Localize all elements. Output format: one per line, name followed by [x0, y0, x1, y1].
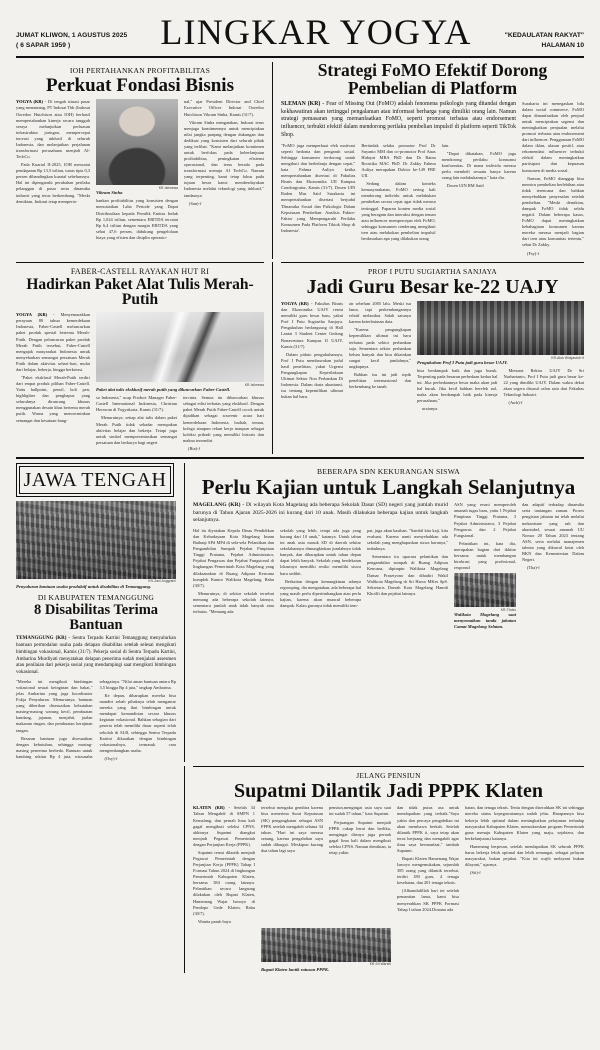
fomo-column-4: Surakarta ini menegaskan bila dalam social commerce, FoMO dapat dimanfaatkan oleh penjual untuk menciptakan urgensi dan meningkatkan penjualan melalui promosi terbatas atau endorsement dari influencer. Penggunaan FoMO dalam iklan, ulasan positif, atau rekomendasi influencer terbukti efektif dalam meningkatkan partisipasi dan kepuasan konsumen di media sosial. Namun, FoMO dianggap bisa memicu pembelian berlebihan atau tidak terencana dan bahkan menyebabkan penyesalan setelah pembelian. "Meski demikian, dampak FoMO tidak selalu negatif. Dalam beberapa kasus, FoMO dapat meningkatkan kebahagiaan konsumen karena mereka merasa menjadi bagian dari tren atau komunitas tertentu," sebut Dr Zakky. (Fsy)-f [522, 100, 584, 256]
fomo-intro: SLEMAN (KR) - Fear of Missing Out (FoMO) adalah fenomena psikologis yang ditandai dengan kekhawatiran akan tertinggal pengalaman atau informasi berharga yang dimiliki orang lain. Namun strategi pemasaran yang memanfaatkan FoMO, seperti promosi terbatas atau endorsement influencer, terbukti efektif dalam mendorong perilaku pembelian impulsif di platform seperti TikTok Shop. [281, 100, 516, 138]
uajy-photo [417, 301, 584, 355]
faber-rule [16, 262, 264, 263]
faber-photo-caption: Paket alat tulis eksklusif merah putih yang diluncurkan Faber-Castell. [96, 387, 231, 393]
indosat-photo-credit: KR-Istimewa [158, 185, 178, 190]
masthead-title: LINGKAR YOGYA [160, 12, 472, 52]
fomo-headline: Strategi FoMO Efektif Dorong Pembelian di Platform [317, 60, 548, 98]
uajy-photo-caption: Pengukuhan Prof I Putu jadi guru besar UAJY. [417, 360, 508, 366]
masthead-date [16, 31, 127, 51]
magelang-column-4: ASN yang resmi memperoleh amanah tugas baru, yaitu 1 Pejabat Pimpinan Tinggi Pratama, 3 Pejabat Administrator, 3 Pejabat Pengawas dan 2 Pejabat Fungsional. Pelantikan ini, kata dia, merupakan bagian dari ikhtiar bersama untuk membangun birokrasi yang profesional, responsif KR-Thotis Walikota Magelang saat menyematkan tanda jabatan Camat Magelang Selatan. [454, 502, 516, 630]
indosat-column-2: hankan profitabilitas yang konsisten dengan mencatatkan Laba Periode yang Dapat Distribusikan kepada Pemilik Entitas Induk Rp 1,024 triliun, sementara EBITDA tercatat Rp 6,4 triliun dengan margin EBITDA yang sehat 47,6 persen, didukung pengelolaan biaya yang efisien dan disiplin operasio- [96, 198, 178, 240]
uajy-kicker: PROF I PUTU SUGIARTHA SANJAYA [368, 266, 497, 276]
masthead-rule [16, 56, 584, 58]
uajy-column-2: air sebelum 2005 lalu. Meski isu lama, tapi perkembangannya relatif melambat. Salah satunya karena keterbatasan data. "Karena pengungkapan kepemilikan ultimat ini baru terbatas pada sektor perbankan saja. Sementara sektor perbankan belum banyak dan bisa dikatakan sangat kecil jumlahnya," ungkapnya. Bahkan isu ini jadi topik penelitian internasional dan berkembang ke tanah [349, 301, 411, 390]
indosat-photo [96, 99, 178, 185]
magelang-headline: Perlu Kajian untuk Langkah Selanjutnya [201, 474, 576, 499]
vertical-divider-jateng [184, 463, 185, 762]
fomo-column-3: lain. "Dapat dikatakan, FoMO juga mendorong perilaku konsumsi konformitas. Di mana individu merasa perlu membeli sesuatu hanya karena orang lain melakukannya," kata dia. Dosen UIN RM Said [441, 142, 516, 189]
temanggung-body: "Mereka ini mengikuti bimbingan vokasional sesuai keinginan dan bakat," jelas Ambarina yang juga koordinator Fokja Penyaluran. Menurutnya, bantuan yang diberikan disesuaikan kebutuhan masing-masing warung kecil, pembuatan kandang, jajanan, menjahit, jualan makanan ringan, dan pembuatan kerajinan tangan. Besaran bantuan juga disesuaikan dengan kebutuhan, sehingga masing-masing penerima berbeda. Bantuan untuk kambing sekitar Rp 4 juta, wirausaha sebagainya. "Nilai aman bantuan antara Rp 3,5 hingga Rp 4 juta," ungkap Ambarina. Ke depan, diharapkan mereka bisa mandiri sebab pihaknya telah mengantar mereka yang ikut bimbingan untuk mendapat kemandirian secara khusus kegiatan vokasional. Bahkan sebagian dari peserta telah memiliki dasar seperti telah sekolah di SLB, sehingga Sentra Terpadu Kartini dikuatkan dengan bimbingan vokasionalnya, termasuk cara mengembangkan usaha. (Osy)-f [16, 678, 176, 761]
temanggung-headline: 8 Disabilitas Terima Bantuan [33, 601, 159, 633]
temanggung-photo-caption: Penyaluran bantuan usaha produktif untuk disabilitas di Temanggung. [16, 583, 152, 589]
indosat-column-3: nal," ujar President Director and Chief Executive Officer Indosat Ooredoo Hutchison Vikram Sinha, Kamis (31/7). Vikram Sinha mengatakan, Indosat terus menjaga komitmennya untuk menciptakan nilai jangka panjang dengan dukungan dan dedikasi yang konsisten dari seluruh pihak yang terlibat. "Kami melanjutkan komitmen untuk berfokus pada keberlanjutan profitabilitas, peningkatan efisiensi operasional, dan terus berada pada transformasi menuju AI TechCo. Namun yang terpenting, kami tetap fokus pada tujuan besar kami: memberdayakan Indonesia melalui teknologi yang inklusif," tandasnya. (San)-f [184, 99, 264, 206]
uajy-photo-credit: KR-Atok Widyastuti H [551, 355, 584, 360]
temanggung-continued [16, 766, 176, 973]
klaten-column-3: pensiun,mengingat usia saya saat ini sudah 57 tahun," kata Supatmi. Perjuangan Supatmi menjadi PPPK cukup berat dan berliku, mengingat dirinya juga pernah gagal lima kali dalam mengikuti seleksi CPNS. Namun demikian, ia tetap yakin [329, 805, 391, 855]
klaten-photo-block [261, 928, 391, 973]
magelang-intro: MAGELANG (KR) - Di wilayah Kota Magelang ada beberapa Sekolah Dasar (SD) negeri yang jumlah murid barunya di Tahun Ajaran 2025-2026 ini kurang dari 10 anak. Masih dilakukan beberapa kajian untuk langkah selanjutnya. [193, 502, 448, 524]
article-klaten [193, 766, 584, 973]
magelang-column-5: dan adaptif terhadap dinamika serta tantangan zaman. Proses pengisian jabatan ini telah melalui mekanisme yang sah dan akuntabel, sesuai amanah UU Nomor 20 Tahun 2023 tentang ASN, serta melalui manajemen talenta yang dikawal ketat oleh BKN dan Kementerian Dalam Negeri. (Tha)-f [522, 502, 584, 571]
article-uajy [281, 262, 584, 454]
magelang-photo-caption: Walikota Magelang saat menyematkan tanda jabatan Camat Magelang Selatan. [454, 612, 516, 630]
faber-photo [96, 312, 264, 382]
indosat-column-1: YOGYA (KR) - Di tengah situasi pasar yang menantang, PT Indosat Tbk (Indosat Ooredoo Hutchison atau IOH) berhasil mempertahankan kinerja secara tangguh seraya melanjutkan perluasan infrastruktur jaringan, mempercepat inovasi yang inklusif di seluruh Indonesia, dan melanjutkan perjalanan transformasi perusahaan menjadi AI-TechCo. Pada Kuartal II-2025, IOH mencatat pendapatan Rp 13,5 triliun, turun tipis 0,3 persen dibandingkan kuartal sebelumnya. Hal ini dipengaruhi perubahan perilaku pelanggan di pasar serta dinamika industri yang terus berkembang. "Meski demikian, Indosat tetap memperta- [16, 99, 90, 204]
vertical-divider-bottom [184, 766, 185, 973]
klaten-photo-caption: Bupati Klaten lantik ratusan PPPK. [261, 966, 330, 972]
klaten-photo-credit: KR-Sri Warsiti [369, 962, 391, 967]
indosat-headline: Perkuat Fondasi Bisnis [46, 75, 234, 96]
klaten-rule [193, 766, 584, 767]
klaten-photo [261, 928, 391, 962]
indosat-photo-block [96, 99, 178, 243]
temanggung-kicker: DI KABUPATEN TEMANGGUNG [37, 592, 155, 602]
fomo-column-2: Bertindak selaku promotor Prof Dr Suyanto MM dan co-promotor Prof Anas Hidayat MBA PhD dan Dr Ratna Roostika MAC PhD. Dr Zakky Fahma Auliya merupakan Doktor ke-149 FBE UII. Sedang dalam konteks kemasyarakatan, FoMO sering kali mendorong individu untuk melakukan pembelian secara cepat agar tidak merasa tertinggal. Paparan konten media sosial yang beragam dan interaksi dengan teman atau influencer mempercepat efek FoMO, sehingga konsumen cenderung mengikuti tren atau melakukan pembelian impulsif berdasarkan apa yang dilakukan orang [361, 142, 436, 241]
fomo-column-1: "FoMO juga memperkuat efek motivasi seperti hedonia dan pengaruh sosial. Sehingga konsumen terdorong untuk mengikuti dan berbelanja dengan cepat," kata Fahma Auliya ketika mempertahankan disertasi di Fakultas Bisnis dan Ekonomika UII Kampus Condongcatur, Kamis (31/7). Dosen UIN Raden Mas Said Surakarta ini mempertahankan disertasi berjudul 'Dinamika Sosial dan Psikologis Dalam Keputusan Pembelian: Analisis Faktor-Faktor yang Mempengaruhi Perilaku Konsumen Pada Platform Tiktok Shop di Indonesia'. [281, 142, 356, 233]
faber-column-3: tercinta. Semua itu diluncurkan khusus sebagai edisi terbatas yang eksklusif. Dengan paket Merah Putih Faber-Castell cocok untuk dijadikan sebagai souvenir acara hari kemerdekaan Indonesia, hadiah, teman, kolega ataupun rekan kerja maupun sebagai koleksi pribadi yang memiliki historis dan makna tersendiri. (Ria)-f [183, 395, 264, 451]
faber-kicker: FABER-CASTELL RAYAKAN HUT RI [70, 266, 210, 276]
masthead-date-line1: JUMAT KLIWON, 1 AGUSTUS 2025 [16, 32, 128, 40]
temanggung-intro: TEMANGGUNG (KR) - Sentra Terpadu Kartini Temanggung menyalurkan bantuan permodalan usaha pada delapan disabilitas setelah selesai mengikuti bimbingan vokasional, Kamis (31/7). Pekerja sosial di Sentra Terpadu Kartini, Ambarina Murdiyati menyatakan delapan penerima sudah menjalani assesmen atau penilaian dari pekerja sosial yang mendampingi saat mengikuti bimbingan vokasional. [16, 636, 176, 676]
vertical-divider-mid [272, 262, 273, 454]
masthead-brand-block [505, 31, 584, 51]
magelang-photo [454, 573, 516, 607]
magelang-photo-credit: KR-Thotis [500, 607, 516, 612]
uajy-headline: Jadi Guru Besar ke-22 UAJY [306, 275, 559, 298]
masthead-brand: "KEDAULATAN RAKYAT" [504, 32, 584, 40]
klaten-column-2: tersebut mengaku gembira karena bisa menerima Surat Keputusan (SK) pengangkatan sebagai ASN PPPK setelah mengabdi selama 34 tahun. "Hari ini saya merasa senang, karena pengabdian saya sudah dihargai. Meskipun kurang dua tahun lagi saya [261, 805, 323, 853]
vertical-divider-top [272, 62, 273, 259]
section-divider-rule [16, 457, 584, 459]
magelang-column-1: Hal itu diyatakan Kepala Dinas Pendidikan dan Kebudayaan Kota Magelang Imam Baihaqi SPd MPd di sela-sela Pelantikan dan Pengambilan Sumpah Pejabat Pimpinan Tinggi Pratama, Pejabat Administrator, Pejabat Pengawas dan Pejabat Fungsional di lingkungan Pemerintah Kota Magelang yang dilaksanakan di Ruang Adipura Kencana komplek Kantor Walikota Magelang, Rabu (30/7). Menurutnya, di sekitar sekolah tersebut memang ada beberapa sekolah lainnya, sementara jumlah anak tidak banyak atau terbatas. "Memang ada [193, 527, 274, 614]
klaten-headline: Supatmi Dilantik Jadi PPPK Klaten [234, 779, 543, 802]
magelang-column-2: sekolah yang lebih, tetapi ada juga yang kurang dari 10 anak," katanya. Untuk tahun ini anak usia masuk SD di daerah sekitar sekolahannya dimungkinkan jumlahnya tidak banyak, dan diharapkan untuk tahun depan dapat lebih banyak. Sekolah yang berdekatan lokasinya memiliki resiko memiliki siswa baru sedikit. Berkaitan dengan kemungkinan adanya regrouping, dia mengatakan, ada beberapa hal yang masih perlu dipertimbangkan atau perlu kajian, karena akan muncul beberapa dampak. Kalau gurunya tidak memiliki tem- [280, 527, 361, 608]
klaten-column-4: dan tidak putus asa untuk mendapatkan yang terbaik."Saya yakin dan percaya pengabdian ini akan membawa berkah. Setelah dilantik PPPK ii, saya tetap akan terus berjuang dan mengabdi agar ilmu saya bermanfaat," tambah Supatmi. Bupati Klaten Hamenang Wajar Ismoyo mengemukakan, sejumlah 385 orang yang dilantik tersebut, terdiri 180 guru, 4 tenaga kesehatan, dan 201 tenaga teknis. (Alhamdulillah hari ini setelah pemantian lama, kami bisa menyerahkan SK PPPK Formasi Tahap I tahun 2024.Dimana ada [397, 805, 459, 912]
article-indosat [16, 62, 264, 259]
faber-column-1: YOGYA (KR) - Menyemarakkan perayaan 80 tahun kemerdekaan Indonesia, Faber-Castell meluncurkan paket produk spesial bertema Merah-Putih. Dengan peluncuran paket produk Merah Putih tersebut, Faber-Castell mengajak masyarakat Indonesia untuk menyebarkan semangat persatuan Merah Putih dalam aktivitas sehari-hari, mulai dari belajar, bekerja, hingga berkreasi. "Paket eksklusif Merah-Putih terdiri dari empat produk pilihan Faber-Castell. Yaitu ballpoint, pensil, boli pen, highlighter dan penghapus yang seluruhnya dirancang khusus menggunakan desain khas bertema merah putih. Warna yang mencerminkan semangat dan kesatuan bang- [16, 312, 90, 423]
jateng-left-column [16, 463, 176, 762]
temanggung-photo-credit: KR-Zani Anggraini [148, 579, 176, 584]
faber-headline: Hadirkan Paket Alat Tulis Merah-Putih [26, 275, 254, 309]
uajy-photo-block [417, 301, 584, 413]
uajy-column-1: YOGYA (KR) - Fakultas Bisnis dan Ekonomika UAJY resmi memiliki guru besar baru, yakni Prof I Putu Sugiartha Sanjaya. Pengukuhan berlangsung di Hall Lantai 3 Student Center Gedung Bonaventura Kampus II UAJY, Kamis (31/7). Dalam pidato pengukuhannya, Prof I Putu membawakan judul hasil penelitian, yakni Urgensi Pengungkapan Keperilakuan Ultimat Sektor Non Perbankan Di Indonesia. Dalam duria akuntansi, isu tentang kepemilikan ultimat bukan hal baru. [281, 301, 343, 400]
masthead-date-line2: ( 6 SAPAR 1959 ) [16, 42, 71, 50]
article-faber-castell [16, 262, 264, 454]
uajy-column-3: bisa berdampak baik dan juga buruk. Terpenting pada besaran perbedaan kedua hal ini. Jika perbedaannya besar maka akan jadi hal buruk. Jika kecil bahkan berefek nol, maka akan berdampak baik pada kinerja perusahaan," uraianya. Menurut Rektor UAJY Dr Sri Nurhartanto, Prof I Putu jadi guru besar ke-22 yang dimiliki UAJY. Dalam waktu dekat akan segera disusul calon satu dari Fakultas Teknologi Industri. (Awh)-f [417, 368, 584, 412]
jawa-tengah-label: JAWA TENGAH [19, 466, 171, 494]
article-fomo [281, 62, 584, 259]
jawa-tengah-banner [16, 463, 174, 497]
faber-photo-credit: KR-Istimewa [244, 382, 264, 387]
indosat-photo-caption: Vikram Sinha [96, 190, 123, 196]
magelang-column-3: pat, juga akan kasihan. "Sambil kita kaji, kita evaluasi. Karena nanti menyebabkan ada sekolah yang menghapuskan siswa barunya," imbuhnya. Sementara itu upacara pelantikan dan pengambilan sumpah di Ruang Adipura Kencana, dipimpin Walikota Magelang Damar Prasetyono dan dihadiri Wakil Walikota Magelang dr Sri Harso MKes SpS. Sekretaris Daerah Kota Magelang Hamdi Khoilfi dan pejabat lainnya. [367, 527, 448, 596]
masthead-page-number: HALAMAN 10 [541, 42, 584, 50]
temanggung-photo [16, 501, 176, 579]
uajy-rule [281, 262, 584, 263]
klaten-column-2-block [261, 805, 323, 926]
masthead [16, 14, 584, 53]
klaten-column-1: KLATEN (KR) - Setelah 34 Tahun Mengabdi di SMPN 1 Kemalang, dan pernah lima kali gagal mengikuti seleksi CPNS, akhirnya Supatmi diangkat menjadi Pegawai Pemerintah dengan Perjanjian Kerja (PPPK). Supatmi resmi dilantik menjadi Pegawai Pemerintah dengan Perjanjian Kerja (PPPK) Tahap I Formasi Tahun 2024 di lingkungan Pemerintah Kabupaten Klaten, bersama 384 orang lainnya. Pelantikan secara langsung dilakukan oleh Bupati Klaten, Hamenang Wajar Ismoyo di Pendopo Gede Klaten, Rabu (30/7). Wanita paruh baya [193, 805, 255, 924]
indosat-kicker: IOH PERTAHANKAN PROFITABILITAS [69, 66, 211, 75]
faber-photo-block [96, 312, 264, 454]
article-magelang [193, 463, 584, 762]
klaten-column-5: hatan, dan tenaga teknis. Tentu dengan diserahkan SK ini sehingga mereka status kepegawaiannya sudah jelas. Harapannya bisa bekerja lebih optimal dalam meningkatkan pelayanan terhadap masyarakat Kabupaten Klaten, mensukseskan program Pemerintah guna menuju Kabupaten Klaten yang maju, sejahtera, dan berkelanjutan,i katanya. Hamenang berpesan, setelah mendapatkan SK seluruh PPPK harus bekerja lebih optimal dan lebih semangat, sebagai pelayan masyarakat, bukan pejabat. "Kita ini wajib melayani bukan dilayani," ujarnya. (Sit)-f [465, 805, 584, 876]
magelang-kicker: BEBERAPA SDN KEKURANGAN SISWA [316, 466, 461, 476]
klaten-kicker: JELANG PENSIUN [356, 770, 421, 780]
faber-column-2: sa Indonesia," ucap Product Manager Faber-Castell International Indonesia, Christian Herawan di Yogyakarta, Kamis (31/7). Menurutnya, setiap alat tulis dalam paket Merah Putih tidak sekadar merupakan aktivitas belajar dan bekerja. Tetapi juga untuk simbol mempresentasikan semangat persatuan dan berkarya bagi negeri [96, 395, 177, 445]
